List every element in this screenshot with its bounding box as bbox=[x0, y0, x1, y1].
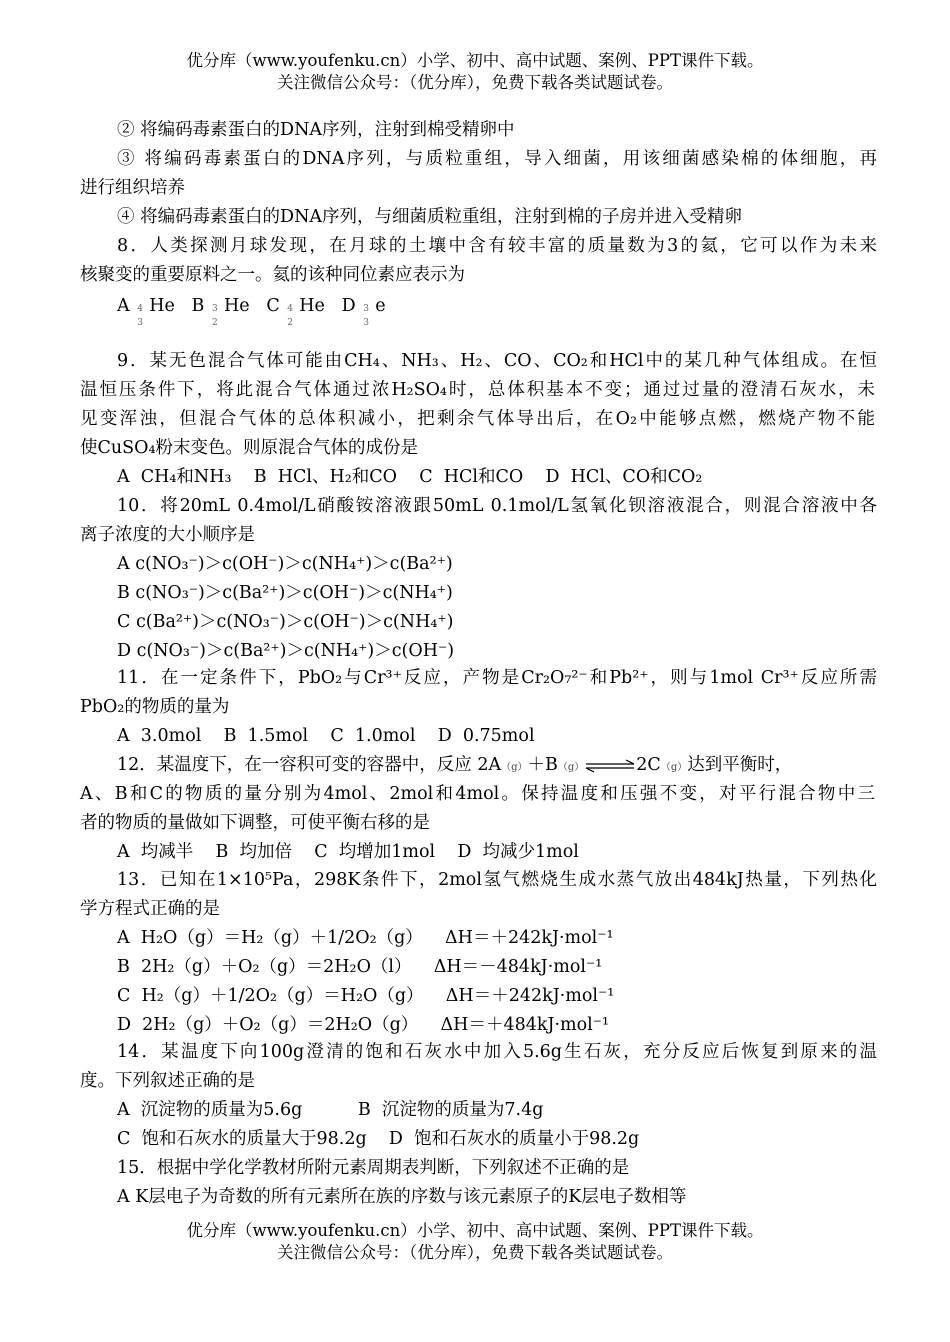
q10-option-c: C c(Ba²⁺)＞c(NO₃⁻)＞c(OH⁻)＞c(NH₄⁺) bbox=[117, 612, 454, 632]
q8-option-d-symbol: e bbox=[375, 296, 386, 316]
q9-line-3: 见变浑浊，但混合气体的总体积减小，把剩余气体导出后，在O₂中能够点燃，燃烧产物不能 bbox=[80, 409, 875, 429]
q9-line-2: 温恒压条件下，将此混合气体通过浓H₂SO₄时，总体积基本不变；通过过量的澄清石灰水，未 bbox=[80, 380, 875, 400]
header-line-2: 关注微信公众号：（优分库），免费下载各类试题试卷。 bbox=[277, 73, 673, 92]
q13-line-1: 13．已知在1×10⁵Pa，298K条件下，2mol氢气燃烧生成水蒸气放出484kJ热量，下列热化 bbox=[117, 870, 877, 890]
q8-option-b-label: B bbox=[191, 296, 205, 316]
q13-option-a: A H₂O（g）＝H₂（g）＋1/2O₂（g） ΔH＝＋242kJ·mol⁻¹ bbox=[117, 928, 614, 948]
q8-option-b-nuclide: 3 2 bbox=[212, 304, 218, 328]
q8-line-1: 8．人类探测月球发现，在月球的土壤中含有较丰富的质量数为3的氦，它可以作为未来 bbox=[117, 236, 877, 256]
q13-option-d: D 2H₂（g）＋O₂（g）＝2H₂O（g） ΔH＝＋484kJ·mol⁻¹ bbox=[117, 1015, 610, 1035]
header-line-1: 优分库（www.youfenku.cn）小学、初中、高中试题、案例、PPT课件下载。 bbox=[186, 51, 764, 70]
q14-line-2: 度。下列叙述正确的是 bbox=[80, 1071, 255, 1091]
q12-reaction-b: ＋B bbox=[527, 755, 558, 775]
q11-line-2: PbO₂的物质的量为 bbox=[80, 697, 230, 717]
q12-line-2: A、B和C的物质的量分别为4mol、2mol和4mol。保持温度和压强不变，对平行混合物中三 bbox=[80, 784, 875, 804]
q10-option-d: D c(NO₃⁻)＞c(Ba²⁺)＞c(NH₄⁺)＞c(OH⁻) bbox=[117, 641, 455, 661]
footer-line-2: 关注微信公众号：（优分库），免费下载各类试题试卷。 bbox=[277, 1243, 673, 1262]
q8-option-c-label: C bbox=[266, 296, 280, 316]
q9-line-4: 使CuSO₄粉末变色。则原混合气体的成份是 bbox=[80, 438, 419, 458]
q7-option-3-line-2: 进行组织培养 bbox=[80, 178, 185, 198]
footer-line-1: 优分库（www.youfenku.cn）小学、初中、高中试题、案例、PPT课件下载。 bbox=[186, 1221, 764, 1240]
q11-line-1: 11．在一定条件下，PbO₂与Cr³⁺反应，产物是Cr₂O₇²⁻和Pb²⁺，则与1mol Cr³⁺反应所需 bbox=[117, 668, 877, 688]
q7-option-3-line-1: ③ 将编码毒素蛋白的DNA序列，与质粒重组，导入细菌，用该细菌感染棉的体细胞，再 bbox=[117, 149, 877, 169]
q12-line-1 bbox=[117, 753, 877, 780]
q12-phase-a: （g） bbox=[501, 762, 528, 773]
q13-option-b: B 2H₂（g）＋O₂（g）＝2H₂O（l） ΔH＝－484kJ·mol⁻¹ bbox=[117, 957, 603, 977]
q12-reaction-start: 12．某温度下，在一容积可变的容器中，反应 2A bbox=[117, 755, 502, 775]
q12-phase-c: （g） bbox=[660, 762, 688, 773]
q8-option-c-nuclide: 4 2 bbox=[287, 304, 294, 328]
q8-option-a-nuclide: 4 3 bbox=[137, 304, 143, 328]
q8-option-a-symbol: He bbox=[149, 296, 175, 316]
q15-line-1: 15．根据中学化学教材所附元素周期表判断，下列叙述不正确的是 bbox=[117, 1158, 630, 1178]
q12-line-1-tail: 达到平衡时， bbox=[687, 755, 793, 775]
q15-option-a: A K层电子为奇数的所有元素所在族的序数与该元素原子的K层电子数相等 bbox=[117, 1187, 687, 1207]
q8-option-d-nuclide: 3 3 bbox=[363, 304, 369, 328]
q7-option-2: ② 将编码毒素蛋白的DNA序列，注射到棉受精卵中 bbox=[117, 120, 515, 140]
q13-option-c: C H₂（g）＋1/2O₂（g）＝H₂O（g） ΔH＝＋242kJ·mol⁻¹ bbox=[117, 986, 615, 1006]
q8-option-b-symbol: He bbox=[224, 296, 250, 316]
q9-options: A CH₄和NH₃ B HCl、H₂和CO C HCl和CO D HCl、CO和CO₂ bbox=[117, 467, 703, 487]
q8-line-2: 核聚变的重要原料之一。氦的该种同位素应表示为 bbox=[80, 265, 465, 285]
q10-line-1: 10．将20mL 0.4mol/L硝酸铵溶液跟50mL 0.1mol/L氢氧化钡溶液混合，则混合溶液中各 bbox=[117, 496, 877, 516]
q8-options bbox=[117, 294, 877, 334]
q10-line-2: 离子浓度的大小顺序是 bbox=[80, 525, 255, 545]
q10-option-b: B c(NO₃⁻)＞c(Ba²⁺)＞c(OH⁻)＞c(NH₄⁺) bbox=[117, 583, 453, 603]
q12-line-3: 者的物质的量做如下调整，可使平衡右移的是 bbox=[80, 813, 430, 833]
q7-option-4: ④ 将编码毒素蛋白的DNA序列，与细菌质粒重组，注射到棉的子房并进入受精卵 bbox=[117, 207, 743, 227]
q9-line-1: 9．某无色混合气体可能由CH₄、NH₃、H₂、CO、CO₂和HCl中的某几种气体组成。在恒 bbox=[117, 351, 877, 371]
q11-options: A 3.0mol B 1.5mol C 1.0mol D 0.75mol bbox=[117, 726, 535, 746]
equilibrium-arrow-icon bbox=[584, 759, 636, 773]
q8-option-a-label: A bbox=[117, 296, 130, 316]
q12-reaction-c: 2C bbox=[636, 755, 661, 775]
q14-options-cd: C 饱和石灰水的质量大于98.2g D 饱和石灰水的质量小于98.2g bbox=[117, 1129, 640, 1149]
q14-line-1: 14．某温度下向100g澄清的饱和石灰水中加入5.6g生石灰，充分反应后恢复到原来的温 bbox=[117, 1042, 877, 1062]
q14-options-ab: A 沉淀物的质量为5.6g B 沉淀物的质量为7.4g bbox=[117, 1100, 544, 1120]
q8-option-d-label: D bbox=[341, 296, 356, 316]
q10-option-a: A c(NO₃⁻)＞c(OH⁻)＞c(NH₄⁺)＞c(Ba²⁺) bbox=[117, 554, 453, 574]
q12-options: A 均减半 B 均加倍 C 均增加1mol D 均减少1mol bbox=[117, 842, 579, 862]
q8-option-c-symbol: He bbox=[299, 296, 325, 316]
q13-line-2: 学方程式正确的是 bbox=[80, 899, 220, 919]
q12-phase-b: （g） bbox=[557, 762, 585, 773]
